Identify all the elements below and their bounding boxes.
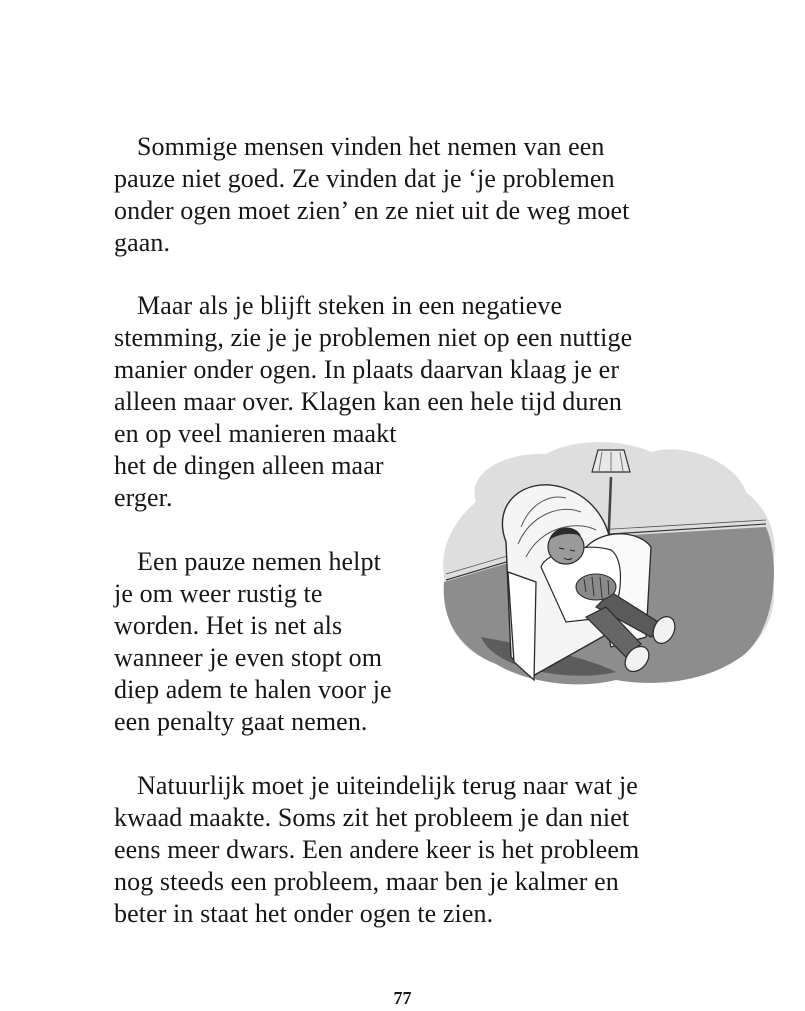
text-line: Sommige mensen vinden het nemen van een bbox=[137, 132, 605, 161]
text-line: Natuurlijk moet je uiteindelijk terug naar wat je bbox=[137, 771, 638, 800]
page-number: 77 bbox=[393, 988, 412, 1008]
text-line: alleen maar over. Klagen kan een hele tijd duren bbox=[114, 387, 622, 416]
text-line: eens meer dwars. Een andere keer is het probleem bbox=[114, 835, 640, 864]
text-line: manier onder ogen. In plaats daarvan klaag je er bbox=[114, 355, 620, 384]
text-line: worden. Het is net als bbox=[114, 611, 343, 640]
text-line: erger. bbox=[114, 483, 173, 512]
text-line: kwaad maakte. Soms zit het probleem je dan niet bbox=[114, 803, 630, 832]
text-line: een penalty gaat nemen. bbox=[114, 707, 368, 736]
sleeping-cat bbox=[576, 574, 616, 600]
text-line: je om weer rustig te bbox=[114, 579, 323, 608]
text-line: gaan. bbox=[114, 228, 171, 257]
text-line: wanneer je even stopt om bbox=[114, 643, 383, 672]
text-line: diep adem te halen voor je bbox=[114, 675, 392, 704]
illustration-boy-in-armchair bbox=[436, 432, 786, 690]
text-line: stemming, zie je je problemen niet op een nuttige bbox=[114, 323, 633, 352]
text-line: Een pauze nemen helpt bbox=[137, 547, 381, 576]
text-line: het de dingen alleen maar bbox=[114, 451, 384, 480]
text-line: nog steeds een probleem, maar ben je kalmer en bbox=[114, 867, 619, 896]
text-line: en op veel manieren maakt bbox=[114, 419, 397, 448]
text-line: beter in staat het onder ogen te zien. bbox=[114, 899, 494, 928]
text-line: pauze niet goed. Ze vinden dat je ‘je problemen bbox=[114, 164, 615, 193]
text-line: Maar als je blijft steken in een negatieve bbox=[137, 291, 563, 320]
text-line: onder ogen moet zien’ en ze niet uit de weg moet bbox=[114, 196, 630, 225]
